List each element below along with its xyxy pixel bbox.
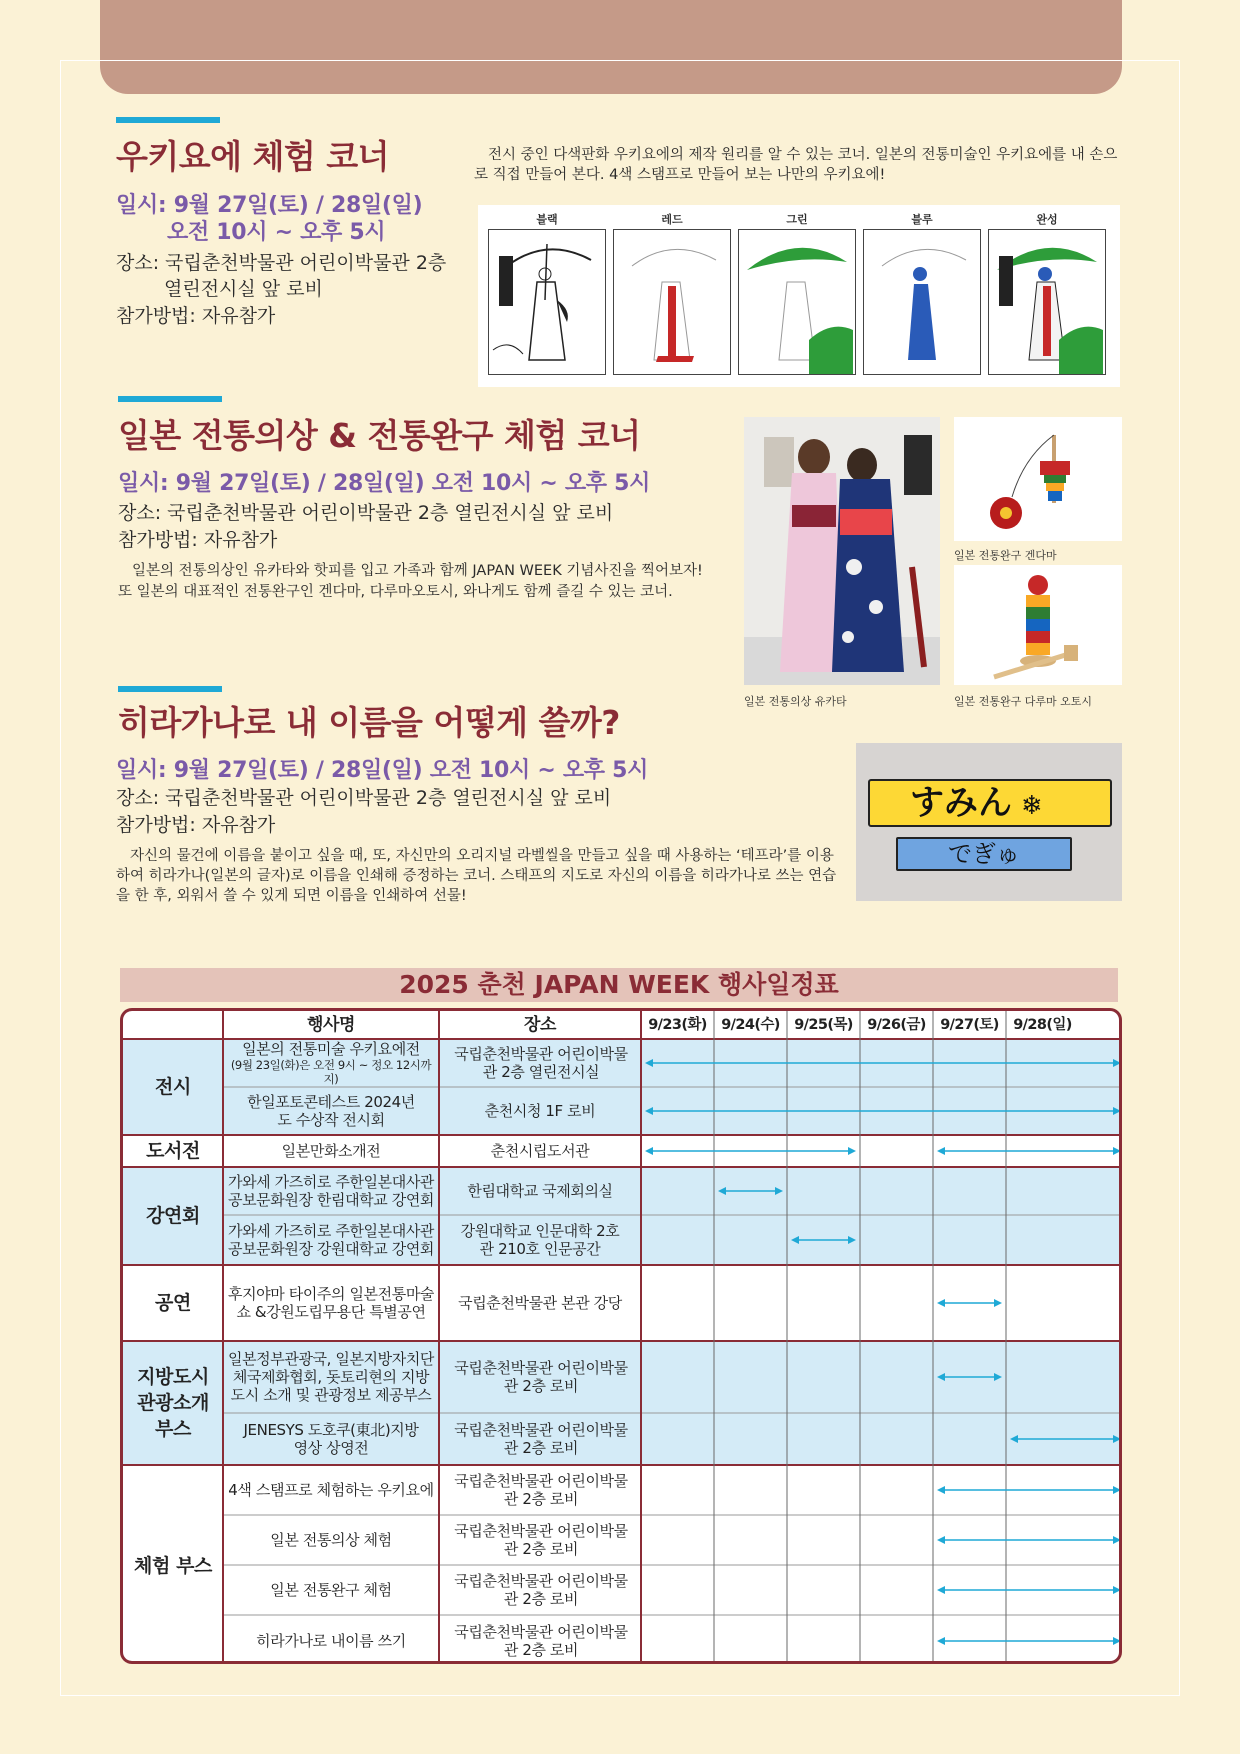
section1-description: 전시 중인 다색판화 우키요에의 제작 원리를 알 수 있는 코너. 일본의 전통미술인 우키요에를 내 손으로 직접 만들어 본다. 4색 스탬프로 만들어 보는 나만의 우키요에! bbox=[474, 147, 1118, 183]
event-cell: 일본만화소개전 bbox=[281, 1142, 381, 1160]
header-event: 행사명 bbox=[306, 1015, 356, 1035]
place-cell: 춘천시청 1F 로비 bbox=[484, 1102, 596, 1120]
ukiyoe-step-label: 완성 bbox=[1036, 213, 1058, 226]
section2-description-line1: 일본의 전통의상인 유카타와 핫피를 입고 가족과 함께 JAPAN WEEK 기념사진을 찍어보자! bbox=[132, 563, 703, 579]
place-cell: 국립춘천박물관 어린이박물관 2층 로비 bbox=[454, 1623, 628, 1659]
header-date: 9/24(수) bbox=[721, 1017, 780, 1033]
name-tag-yellow bbox=[868, 779, 1112, 827]
event-cell bbox=[227, 1039, 435, 1087]
daruma-caption: 일본 전통완구 다루마 오토시 bbox=[954, 695, 1093, 708]
schedule-arrowhead bbox=[937, 1637, 945, 1645]
schedule-arrowhead bbox=[994, 1299, 1002, 1307]
section1-time: 오전 10시 ~ 오후 5시 bbox=[167, 220, 386, 245]
place-cell: 한림대학교 국제회의실 bbox=[467, 1182, 613, 1200]
event-cell: 일본 전통완구 체험 bbox=[270, 1581, 392, 1599]
kendama-photo bbox=[954, 417, 1122, 541]
header-place: 장소 bbox=[523, 1015, 557, 1035]
schedule-arrowhead bbox=[937, 1486, 945, 1494]
schedule-title: 2025 춘천 JAPAN WEEK 행사일정표 bbox=[120, 968, 1118, 1002]
ukiyoe-step bbox=[613, 205, 731, 387]
event-cell: 후지야마 타이주의 일본전통마술쇼 &강원도립무용단 특별공연 bbox=[228, 1285, 434, 1321]
section2-method: 참가방법: 자유참가 bbox=[118, 529, 278, 551]
ukiyoe-step bbox=[738, 205, 856, 387]
section3-date: 일시: 9월 27일(토) / 28일(일) 오전 10시 ~ 오후 5시 bbox=[116, 758, 649, 783]
schedule-table bbox=[120, 1008, 1122, 1664]
header-date: 9/23(화) bbox=[648, 1017, 707, 1033]
section-accent-bar bbox=[118, 396, 222, 402]
section2-date: 일시: 9월 27일(토) / 28일(일) 오전 10시 ~ 오후 5시 bbox=[118, 471, 651, 496]
place-cell: 국립춘천박물관 어린이박물관 2층 로비 bbox=[454, 1421, 628, 1457]
category-cell: 전시 bbox=[155, 1076, 191, 1098]
ukiyoe-step-label: 블랙 bbox=[536, 213, 558, 226]
ukiyoe-print-complete bbox=[988, 229, 1106, 375]
event-cell: 일본 전통의상 체험 bbox=[270, 1531, 392, 1549]
section1-date: 일시: 9월 27일(토) / 28일(일) bbox=[116, 193, 423, 218]
ukiyoe-step-label: 레드 bbox=[661, 213, 683, 226]
section1-method: 참가방법: 자유참가 bbox=[116, 305, 276, 327]
section2-place: 장소: 국립춘천박물관 어린이박물관 2층 열린전시실 앞 로비 bbox=[118, 502, 614, 524]
event-cell: 가와세 가즈히로 주한일본대사관 공보문화원장 한림대학교 강연회 bbox=[228, 1173, 434, 1209]
ukiyoe-step-label: 블루 bbox=[911, 213, 933, 226]
ukiyoe-steps-panel bbox=[478, 205, 1120, 387]
schedule-arrowhead bbox=[1113, 1536, 1121, 1544]
place-cell: 강원대학교 인문대학 2호관 210호 인문공간 bbox=[460, 1222, 620, 1258]
name-tag-photo bbox=[856, 743, 1122, 901]
name-tag-text: でぎゅ bbox=[948, 840, 1020, 868]
category-cell: 공연 bbox=[155, 1292, 191, 1314]
name-tag-text: すみん bbox=[910, 783, 1012, 823]
schedule-arrowhead bbox=[1113, 1637, 1121, 1645]
ukiyoe-print-blue bbox=[863, 229, 981, 375]
section1-place: 장소: 국립춘천박물관 어린이박물관 2층 bbox=[116, 252, 447, 274]
event-cell: 히라가나로 내이름 쓰기 bbox=[256, 1632, 406, 1650]
category-cell: 강연회 bbox=[146, 1205, 200, 1227]
snowflake-icon: ❄ bbox=[1012, 791, 1043, 821]
schedule-arrowhead bbox=[848, 1147, 856, 1155]
header-date: 9/27(토) bbox=[940, 1017, 999, 1033]
ukiyoe-print-green bbox=[738, 229, 856, 375]
yukata-caption: 일본 전통의상 유카타 bbox=[744, 695, 847, 708]
ukiyoe-print-red bbox=[613, 229, 731, 375]
header-date: 9/26(금) bbox=[867, 1017, 926, 1033]
kendama-caption: 일본 전통완구 겐다마 bbox=[954, 549, 1057, 562]
schedule-arrowhead bbox=[1113, 1586, 1121, 1594]
event-name: 일본의 전통미술 우키요에전 bbox=[242, 1040, 420, 1058]
section3-method: 참가방법: 자유참가 bbox=[116, 814, 276, 836]
category-cell: 체험 부스 bbox=[133, 1555, 213, 1577]
section-accent-bar bbox=[118, 686, 222, 692]
schedule-arrowhead bbox=[1113, 1147, 1121, 1155]
header-date: 9/28(일) bbox=[1013, 1017, 1072, 1033]
event-cell: 4색 스탬프로 체험하는 우키요에 bbox=[228, 1481, 434, 1499]
category-cell: 지방도시 관광소개 부스 bbox=[137, 1366, 209, 1440]
section-accent-bar bbox=[116, 117, 220, 123]
schedule-arrowhead bbox=[937, 1536, 945, 1544]
section1-place-detail: 열린전시실 앞 로비 bbox=[164, 278, 323, 300]
schedule-arrowhead bbox=[937, 1147, 945, 1155]
schedule-arrowhead bbox=[937, 1586, 945, 1594]
event-cell: 한일포토콘테스트 2024년도 수상작 전시회 bbox=[247, 1093, 415, 1129]
schedule-arrowhead bbox=[937, 1299, 945, 1307]
ukiyoe-step-label: 그린 bbox=[786, 213, 808, 226]
section2-title: 일본 전통의상 & 전통완구 체험 코너 bbox=[118, 416, 641, 455]
schedule-arrowhead bbox=[1113, 1486, 1121, 1494]
header-date: 9/25(목) bbox=[794, 1017, 853, 1033]
event-note: (9월 23일(화)은 오전 9시 ~ 정오 12시까지) bbox=[230, 1058, 432, 1086]
section3-description: 자신의 물건에 이름을 붙이고 싶을 때, 또, 자신만의 오리지널 라벨씰을 만들고 싶을 때 사용하는 ‘테프라’를 이용하여 히라가나(일본의 글자)로 이름을 인쇄해 증정하는 코너. 스태프의 지도로 자신의 이름을 히라가나로 쓰는 연습을 한 후, 외워서 쓸 수 있게 되면 이름을 인쇄하여 선물! bbox=[116, 848, 837, 904]
place-cell: 국립춘천박물관 어린이박물관 2층 로비 bbox=[454, 1522, 628, 1558]
ukiyoe-step bbox=[988, 205, 1106, 387]
ukiyoe-step bbox=[863, 205, 981, 387]
event-cell: JENESYS 도호쿠(東北)지방 영상 상영전 bbox=[243, 1421, 419, 1457]
section1-title: 우키요에 체험 코너 bbox=[116, 137, 390, 176]
place-cell: 국립춘천박물관 어린이박물관 2층 로비 bbox=[454, 1572, 628, 1608]
place-cell: 국립춘천박물관 어린이박물관 2층 열린전시실 bbox=[454, 1045, 628, 1081]
category-cell: 도서전 bbox=[146, 1140, 200, 1162]
place-cell: 춘천시립도서관 bbox=[490, 1142, 590, 1160]
place-cell: 국립춘천박물관 어린이박물관 2층 로비 bbox=[454, 1472, 628, 1508]
event-cell: 일본정부관광국, 일본지방자치단체국제화협회, 돗토리현의 지방도시 소개 및 관광정보 제공부스 bbox=[228, 1350, 434, 1404]
name-tag-blue bbox=[896, 837, 1072, 871]
place-cell: 국립춘천박물관 본관 강당 bbox=[458, 1294, 622, 1312]
section3-title: 히라가나로 내 이름을 어떻게 쓸까? bbox=[118, 703, 620, 742]
event-cell: 가와세 가즈히로 주한일본대사관 공보문화원장 강원대학교 강연회 bbox=[228, 1222, 434, 1258]
ukiyoe-print-black bbox=[488, 229, 606, 375]
yukata-photo bbox=[744, 417, 940, 685]
daruma-otoshi-photo bbox=[954, 565, 1122, 685]
section3-place: 장소: 국립춘천박물관 어린이박물관 2층 열린전시실 앞 로비 bbox=[116, 787, 612, 809]
place-cell: 국립춘천박물관 어린이박물관 2층 로비 bbox=[454, 1359, 628, 1395]
schedule-arrowhead bbox=[645, 1147, 653, 1155]
ukiyoe-step bbox=[488, 205, 606, 387]
section2-description-line2: 또 일본의 대표적인 전통완구인 겐다마, 다루마오토시, 와나게도 함께 즐길 수 있는 코너. bbox=[118, 584, 673, 600]
